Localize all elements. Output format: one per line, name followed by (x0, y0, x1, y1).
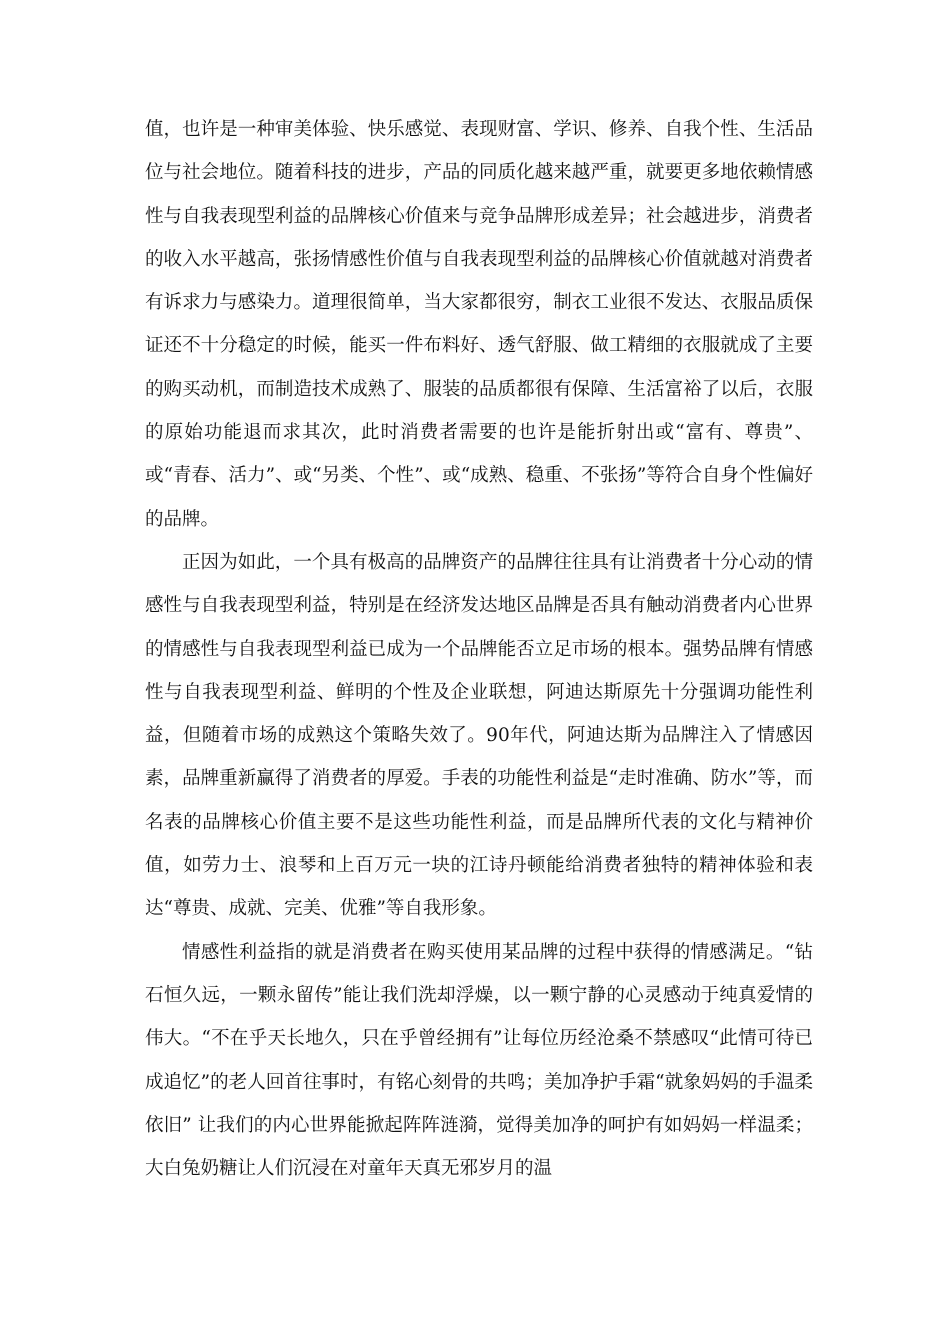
paragraph-3: 情感性利益指的就是消费者在购买使用某品牌的过程中获得的情感满足。“钻石恒久远，一颗永留传”能让我们洗却浮燥，以一颗宁静的心灵感动于纯真爱情的伟大。“不在乎天长地久，只在乎曾经拥有”让每位历经沧桑不禁感叹“此情可待已成追忆”的老人回首往事时，有铭心刻骨的共鸣；美加净护手霜“就象妈妈的手温柔依旧” 让我们的内心世界能掀起阵阵涟漪，觉得美加净的呵护有如妈妈一样温柔；大白兔奶糖让人们沉浸在对童年天真无邪岁月的温 (145, 941, 813, 1180)
paragraph-1: 值，也许是一种审美体验、快乐感觉、表现财富、学识、修养、自我个性、生活品位与社会地位。随着科技的进步，产品的同质化越来越严重，就要更多地依赖情感性与自我表现型利益的品牌核心价值来与竞争品牌形成差异；社会越进步，消费者的收入水平越高，张扬情感性价值与自我表现型利益的品牌核心价值就越对消费者有诉求力与感染力。道理很简单，当大家都很穷，制衣工业很不发达、衣服品质保证还不十分稳定的时候，能买一件布料好、透气舒服、做工精细的衣服就成了主要的购买动机，而制造技术成熟了、服装的品质都很有保障、生活富裕了以后，衣服的原始功能退而求其次，此时消费者需要的也许是能折射出或“富有、尊贵”、或“青春、活力”、或“另类、个性”、或“成熟、稳重、不张扬”等符合自身个性偏好的品牌。 (145, 119, 813, 530)
document-body (145, 108, 813, 1190)
paragraph-2: 正因为如此，一个具有极高的品牌资产的品牌往往具有让消费者十分心动的情感性与自我表现型利益，特别是在经济发达地区品牌是否具有触动消费者内心世界的情感性与自我表现型利益已成为一个品牌能否立足市场的根本。强势品牌有情感性与自我表现型利益、鲜明的个性及企业联想，阿迪达斯原先十分强调功能性利益，但随着市场的成熟这个策略失效了。90年代，阿迪达斯为品牌注入了情感因素，品牌重新赢得了消费者的厚爱。手表的功能性利益是“走时准确、防水”等，而名表的品牌核心价值主要不是这些功能性利益，而是品牌所代表的文化与精神价值，如劳力士、浪琴和上百万元一块的江诗丹顿能给消费者独特的精神体验和表达“尊贵、成就、完美、优雅”等自我形象。 (145, 551, 813, 920)
